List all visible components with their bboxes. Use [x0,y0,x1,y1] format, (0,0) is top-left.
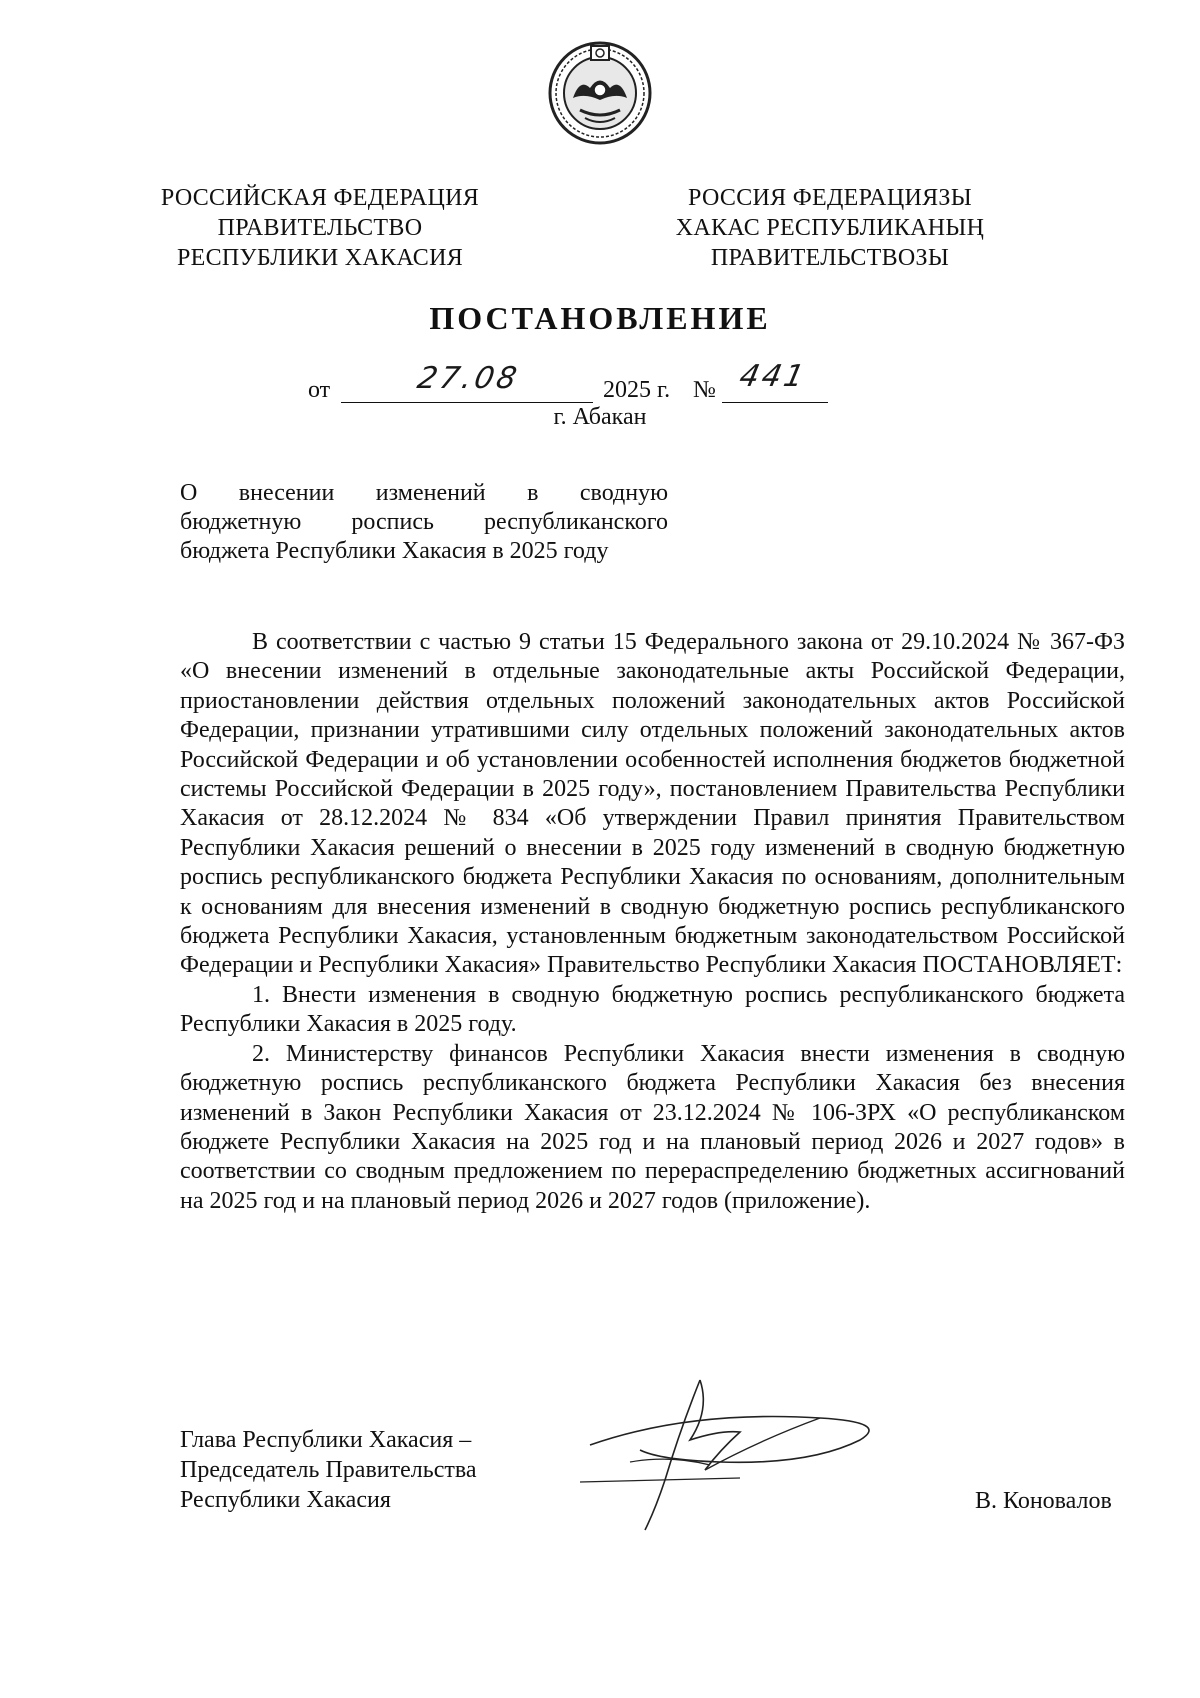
subject-heading [180,479,668,566]
document-body [180,628,1125,1216]
header-right-line-3: ПРАВИТЕЛЬСТВОЗЫ [710,245,950,271]
signatory-position-line-1: Глава Республики Хакасия – [180,1427,472,1453]
date-underline [341,402,593,403]
signatory-position [180,1425,540,1515]
body-paragraph-item-1: 1. Внести изменения в сводную бюджетную роспись республиканского бюджета Республики Хакасия в 2025 году. [180,981,1125,1038]
signatory-position-line-3: Республики Хакасия [180,1487,391,1513]
body-paragraph-item-2: 2. Министерству финансов Республики Хакасия внести изменения в сводную бюджетную роспись республиканского бюджета Республики Хакасия без внесения изменений в Закон Республики Хакасия от 23.12.2024 № 106-ЗРХ «О республиканском бюджете Республики Хакасия на 2025 год и на плановый период 2026 и 2027 годов» в соответствии со сводным предложением по перераспределению бюджетных ассигнований на 2025 год и на плановый период 2026 и 2027 годов (приложение). [180,1040,1125,1214]
signatory-position-line-2: Председатель Правительства [180,1457,477,1483]
year-label: 2025 г. [603,377,671,403]
handwritten-signature [570,1370,930,1540]
header-right-khakas [660,183,1000,273]
header-right-line-1: РОССИЯ ФЕДЕРАЦИЯЗЫ [688,185,972,211]
handwritten-number: 441 [736,359,810,394]
subject-line-2: бюджетную роспись республиканского [180,509,668,535]
coat-of-arms-emblem [545,38,655,148]
body-paragraph-preamble: В соответствии с частью 9 статьи 15 Федерального закона от 29.10.2024 № 367-ФЗ «О внесении изменений в отдельные законодательные акты Российской Федерации, приостановлении действия отдельных положений законодательных актов Российской Федерации, признании утратившими силу отдельных положений законодательных актов Российской Федерации и об установлении особенностей исполнения бюджетов бюджетной системы Российской Федерации в 2025 году», постановлением Правительства Республики Хакасия от 28.12.2024 № 834 «Об утверждении Правил принятия Правительством Республики Хакасия решений о внесении в 2025 году изменений в сводную бюджетную роспись республиканского бюджета Республики Хакасия по основаниям, дополнительным к основаниям для внесения изменений в сводную бюджетную роспись республиканского бюджета Республики Хакасия, установленным бюджетным законодательством Российской Федерации и Республики Хакасия» Правительство Республики Хакасия ПОСТАНОВЛЯЕТ: [180,629,1125,979]
number-underline [722,402,828,403]
handwritten-date: 27.08 [414,361,523,396]
subject-line-3: бюджета Республики Хакасия в 2025 году [180,538,609,564]
subject-line-1: О внесении изменений в сводную [180,480,668,506]
signatory-name: В. Коновалов [975,1488,1112,1514]
document-title: ПОСТАНОВЛЕНИЕ [429,300,771,336]
city: г. Абакан [553,404,647,430]
header-left-line-1: РОССИЙСКАЯ ФЕДЕРАЦИЯ [160,185,480,211]
date-number-line [308,359,908,403]
header-left-line-2: ПРАВИТЕЛЬСТВО [217,215,423,241]
header-right-line-2: ХАКАС РЕСПУБЛИКАНЫҢ [675,215,985,241]
date-from-label: от [308,377,331,403]
number-label: № [693,377,716,403]
header-left-russian [150,183,490,273]
header-left-line-3: РЕСПУБЛИКИ ХАКАСИЯ [176,245,464,271]
